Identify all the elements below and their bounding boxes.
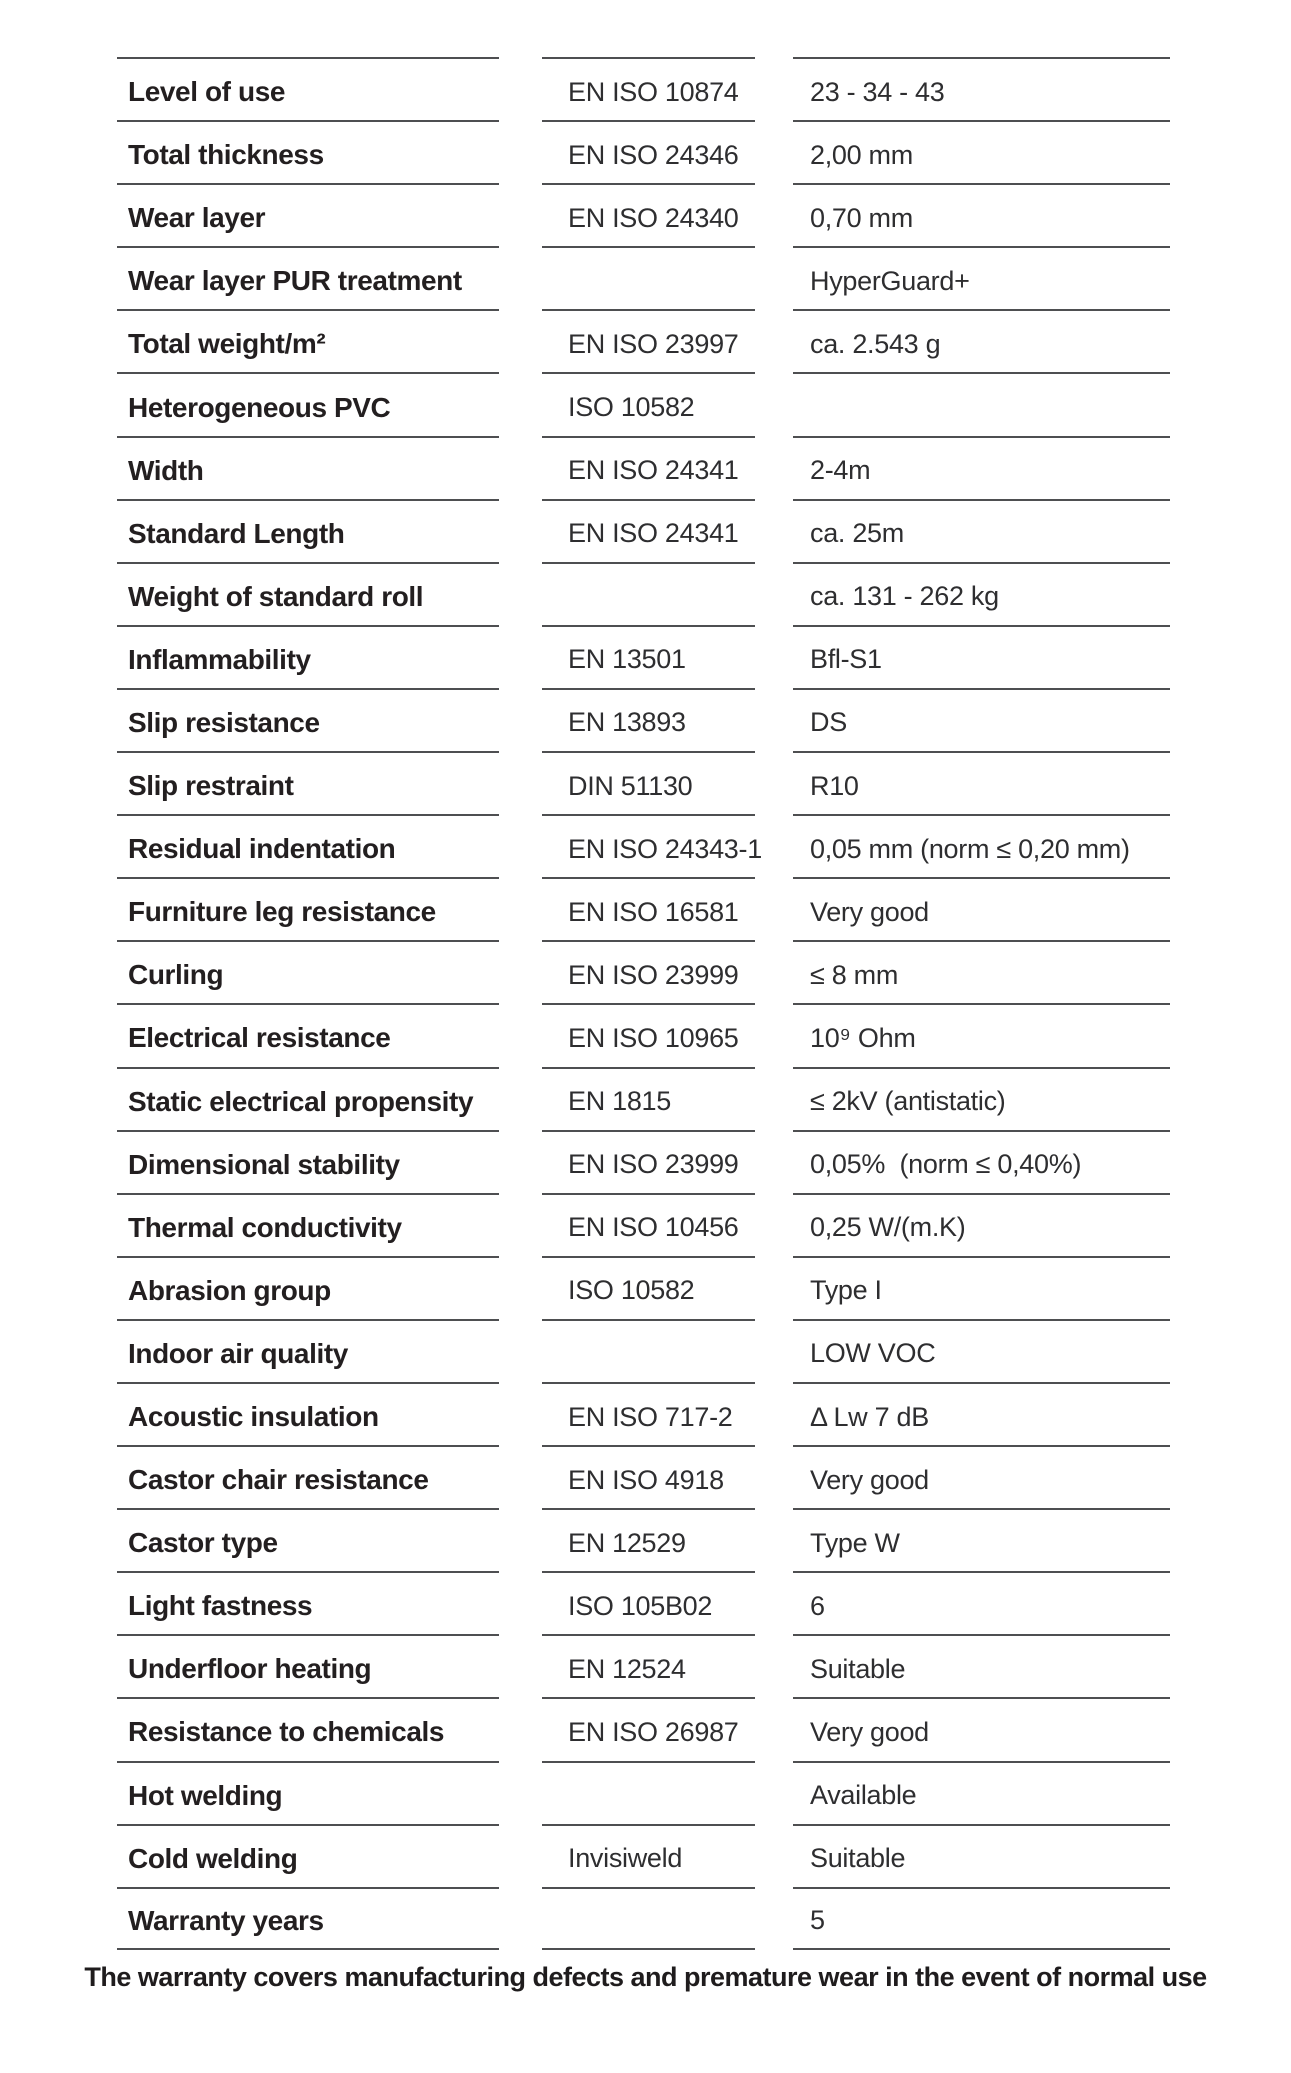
standard-cell: EN ISO 24341 bbox=[542, 436, 755, 499]
standard-cell bbox=[542, 246, 755, 309]
table-row bbox=[117, 246, 1170, 309]
value-cell: Very good bbox=[793, 1445, 1170, 1508]
value-cell: ≤ 2kV (antistatic) bbox=[793, 1067, 1170, 1130]
column-gap bbox=[755, 1824, 793, 1887]
property-name-cell: Abrasion group bbox=[117, 1256, 499, 1319]
column-gap bbox=[499, 1256, 542, 1319]
standard-cell: EN ISO 24343-1 bbox=[542, 814, 755, 877]
column-gap bbox=[499, 1445, 542, 1508]
table-row bbox=[117, 1761, 1170, 1824]
property-name-cell: Castor type bbox=[117, 1508, 499, 1571]
table-row bbox=[117, 372, 1170, 435]
value-cell: 6 bbox=[793, 1571, 1170, 1634]
value-cell: Very good bbox=[793, 877, 1170, 940]
property-name-cell: Slip resistance bbox=[117, 688, 499, 751]
column-gap bbox=[499, 877, 542, 940]
value-cell: ca. 131 - 262 kg bbox=[793, 562, 1170, 625]
property-name-cell: Electrical resistance bbox=[117, 1003, 499, 1066]
column-gap bbox=[755, 1003, 793, 1066]
property-name-cell: Indoor air quality bbox=[117, 1319, 499, 1382]
column-gap bbox=[755, 183, 793, 246]
table-row bbox=[117, 1445, 1170, 1508]
property-name-cell: Heterogeneous PVC bbox=[117, 372, 499, 435]
table-row bbox=[117, 1003, 1170, 1066]
column-gap bbox=[499, 1697, 542, 1760]
standard-cell: ISO 10582 bbox=[542, 372, 755, 435]
standard-cell: EN ISO 4918 bbox=[542, 1445, 755, 1508]
column-gap bbox=[499, 688, 542, 751]
column-gap bbox=[755, 1319, 793, 1382]
column-gap bbox=[499, 1571, 542, 1634]
property-name-cell: Underfloor heating bbox=[117, 1634, 499, 1697]
value-cell: Very good bbox=[793, 1697, 1170, 1760]
table-row bbox=[117, 57, 1170, 120]
table-row bbox=[117, 499, 1170, 562]
standard-cell: EN ISO 23999 bbox=[542, 1130, 755, 1193]
value-cell: 0,70 mm bbox=[793, 183, 1170, 246]
column-gap bbox=[755, 1508, 793, 1571]
standard-cell: EN 12524 bbox=[542, 1634, 755, 1697]
column-gap bbox=[499, 499, 542, 562]
table-row bbox=[117, 1887, 1170, 1950]
table-row bbox=[117, 309, 1170, 372]
standard-cell: EN ISO 24341 bbox=[542, 499, 755, 562]
value-cell: 23 - 34 - 43 bbox=[793, 57, 1170, 120]
column-gap bbox=[499, 1887, 542, 1950]
value-cell: 5 bbox=[793, 1887, 1170, 1950]
table-row bbox=[117, 1319, 1170, 1382]
column-gap bbox=[755, 1761, 793, 1824]
column-gap bbox=[499, 625, 542, 688]
value-cell: 0,25 W/(m.K) bbox=[793, 1193, 1170, 1256]
table-row bbox=[117, 183, 1170, 246]
column-gap bbox=[755, 562, 793, 625]
column-gap bbox=[499, 1319, 542, 1382]
property-name-cell: Dimensional stability bbox=[117, 1130, 499, 1193]
column-gap bbox=[755, 1193, 793, 1256]
column-gap bbox=[755, 436, 793, 499]
standard-cell: ISO 10582 bbox=[542, 1256, 755, 1319]
column-gap bbox=[499, 183, 542, 246]
value-cell: DS bbox=[793, 688, 1170, 751]
column-gap bbox=[499, 1382, 542, 1445]
property-name-cell: Standard Length bbox=[117, 499, 499, 562]
standard-cell: EN ISO 16581 bbox=[542, 877, 755, 940]
column-gap bbox=[755, 1256, 793, 1319]
column-gap bbox=[755, 625, 793, 688]
spec-table bbox=[117, 57, 1170, 1950]
value-cell: Type W bbox=[793, 1508, 1170, 1571]
table-row bbox=[117, 120, 1170, 183]
value-cell: ca. 2.543 g bbox=[793, 309, 1170, 372]
value-cell: R10 bbox=[793, 751, 1170, 814]
standard-cell bbox=[542, 1761, 755, 1824]
property-name-cell: Acoustic insulation bbox=[117, 1382, 499, 1445]
value-cell: Bfl-S1 bbox=[793, 625, 1170, 688]
column-gap bbox=[755, 1382, 793, 1445]
property-name-cell: Hot welding bbox=[117, 1761, 499, 1824]
column-gap bbox=[755, 309, 793, 372]
standard-cell: EN ISO 23999 bbox=[542, 940, 755, 1003]
column-gap bbox=[499, 120, 542, 183]
standard-cell bbox=[542, 562, 755, 625]
column-gap bbox=[755, 688, 793, 751]
standard-cell: EN ISO 24346 bbox=[542, 120, 755, 183]
value-cell bbox=[793, 372, 1170, 435]
property-name-cell: Inflammability bbox=[117, 625, 499, 688]
column-gap bbox=[499, 814, 542, 877]
table-row bbox=[117, 877, 1170, 940]
standard-cell: EN ISO 10456 bbox=[542, 1193, 755, 1256]
property-name-cell: Thermal conductivity bbox=[117, 1193, 499, 1256]
standard-cell bbox=[542, 1319, 755, 1382]
property-name-cell: Curling bbox=[117, 940, 499, 1003]
table-row bbox=[117, 940, 1170, 1003]
table-row bbox=[117, 1571, 1170, 1634]
column-gap bbox=[755, 1697, 793, 1760]
value-cell: Suitable bbox=[793, 1824, 1170, 1887]
column-gap bbox=[499, 1067, 542, 1130]
value-cell: ≤ 8 mm bbox=[793, 940, 1170, 1003]
value-cell: LOW VOC bbox=[793, 1319, 1170, 1382]
table-row bbox=[117, 1508, 1170, 1571]
value-cell: 10⁹ Ohm bbox=[793, 1003, 1170, 1066]
column-gap bbox=[755, 1130, 793, 1193]
table-row bbox=[117, 688, 1170, 751]
warranty-note: The warranty covers manufacturing defects and premature wear in the event of normal use bbox=[84, 1962, 1207, 1992]
column-gap bbox=[499, 246, 542, 309]
column-gap bbox=[755, 1067, 793, 1130]
column-gap bbox=[499, 309, 542, 372]
column-gap bbox=[755, 1445, 793, 1508]
column-gap bbox=[499, 940, 542, 1003]
table-row bbox=[117, 1382, 1170, 1445]
property-name-cell: Cold welding bbox=[117, 1824, 499, 1887]
column-gap bbox=[755, 246, 793, 309]
property-name-cell: Resistance to chemicals bbox=[117, 1697, 499, 1760]
property-name-cell: Width bbox=[117, 436, 499, 499]
column-gap bbox=[499, 1130, 542, 1193]
standard-cell: EN ISO 10965 bbox=[542, 1003, 755, 1066]
table-row bbox=[117, 562, 1170, 625]
property-name-cell: Static electrical propensity bbox=[117, 1067, 499, 1130]
column-gap bbox=[499, 1508, 542, 1571]
standard-cell bbox=[542, 1887, 755, 1950]
column-gap bbox=[499, 1634, 542, 1697]
table-row bbox=[117, 1193, 1170, 1256]
column-gap bbox=[499, 1761, 542, 1824]
column-gap bbox=[499, 1003, 542, 1066]
value-cell: 0,05% (norm ≤ 0,40%) bbox=[793, 1130, 1170, 1193]
column-gap bbox=[755, 1571, 793, 1634]
value-cell: Δ Lw 7 dB bbox=[793, 1382, 1170, 1445]
column-gap bbox=[755, 940, 793, 1003]
standard-cell: EN ISO 23997 bbox=[542, 309, 755, 372]
column-gap bbox=[755, 877, 793, 940]
column-gap bbox=[499, 751, 542, 814]
table-row bbox=[117, 1256, 1170, 1319]
property-name-cell: Total weight/m² bbox=[117, 309, 499, 372]
property-name-cell: Wear layer PUR treatment bbox=[117, 246, 499, 309]
value-cell: 2-4m bbox=[793, 436, 1170, 499]
value-cell: Type I bbox=[793, 1256, 1170, 1319]
property-name-cell: Light fastness bbox=[117, 1571, 499, 1634]
column-gap bbox=[755, 1634, 793, 1697]
standard-cell: ISO 105B02 bbox=[542, 1571, 755, 1634]
column-gap bbox=[755, 751, 793, 814]
value-cell: 2,00 mm bbox=[793, 120, 1170, 183]
property-name-cell: Warranty years bbox=[117, 1887, 499, 1950]
standard-cell: EN ISO 717-2 bbox=[542, 1382, 755, 1445]
standard-cell: EN 13501 bbox=[542, 625, 755, 688]
column-gap bbox=[755, 120, 793, 183]
table-row bbox=[117, 1824, 1170, 1887]
standard-cell: EN 12529 bbox=[542, 1508, 755, 1571]
property-name-cell: Wear layer bbox=[117, 183, 499, 246]
table-row bbox=[117, 1697, 1170, 1760]
standard-cell: EN ISO 26987 bbox=[542, 1697, 755, 1760]
property-name-cell: Level of use bbox=[117, 57, 499, 120]
standard-cell: Invisiweld bbox=[542, 1824, 755, 1887]
column-gap bbox=[499, 1193, 542, 1256]
table-row bbox=[117, 625, 1170, 688]
column-gap bbox=[755, 499, 793, 562]
table-row bbox=[117, 751, 1170, 814]
value-cell: HyperGuard+ bbox=[793, 246, 1170, 309]
value-cell: 0,05 mm (norm ≤ 0,20 mm) bbox=[793, 814, 1170, 877]
column-gap bbox=[499, 1824, 542, 1887]
standard-cell: DIN 51130 bbox=[542, 751, 755, 814]
column-gap bbox=[499, 436, 542, 499]
standard-cell: EN 1815 bbox=[542, 1067, 755, 1130]
value-cell: Available bbox=[793, 1761, 1170, 1824]
property-name-cell: Total thickness bbox=[117, 120, 499, 183]
column-gap bbox=[755, 372, 793, 435]
column-gap bbox=[499, 57, 542, 120]
column-gap bbox=[499, 372, 542, 435]
column-gap bbox=[755, 1887, 793, 1950]
table-row bbox=[117, 1067, 1170, 1130]
standard-cell: EN 13893 bbox=[542, 688, 755, 751]
value-cell: Suitable bbox=[793, 1634, 1170, 1697]
table-row bbox=[117, 814, 1170, 877]
table-row bbox=[117, 1130, 1170, 1193]
column-gap bbox=[755, 814, 793, 877]
standard-cell: EN ISO 24340 bbox=[542, 183, 755, 246]
column-gap bbox=[499, 562, 542, 625]
property-name-cell: Castor chair resistance bbox=[117, 1445, 499, 1508]
property-name-cell: Furniture leg resistance bbox=[117, 877, 499, 940]
column-gap bbox=[755, 57, 793, 120]
value-cell: ca. 25m bbox=[793, 499, 1170, 562]
table-row bbox=[117, 436, 1170, 499]
property-name-cell: Slip restraint bbox=[117, 751, 499, 814]
property-name-cell: Residual indentation bbox=[117, 814, 499, 877]
table-row bbox=[117, 1634, 1170, 1697]
standard-cell: EN ISO 10874 bbox=[542, 57, 755, 120]
property-name-cell: Weight of standard roll bbox=[117, 562, 499, 625]
